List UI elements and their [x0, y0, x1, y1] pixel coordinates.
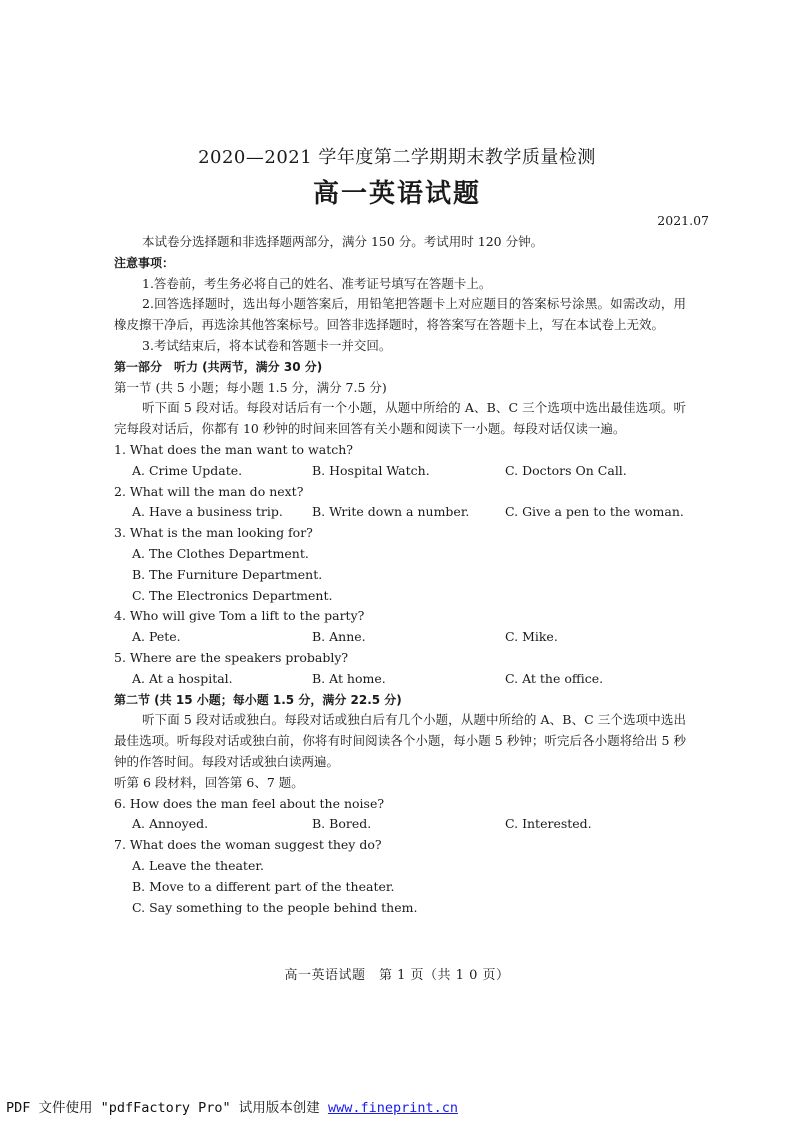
question-6: 6. How does the man feel about the noise? [114, 795, 385, 811]
material-6-note: 听第 6 段材料，回答第 6、7 题。 [114, 774, 304, 790]
pdf-creator-note [6, 1096, 458, 1116]
exam-title: 高一英语试题 [312, 179, 481, 209]
option-b: B. The Furniture Department. [132, 566, 323, 582]
question-1: 1. What does the man want to watch? [114, 441, 353, 457]
notice-item-3: 3.考试结束后，将本试卷和答题卡一并交回。 [142, 337, 392, 353]
question-5-options [114, 669, 686, 690]
option-b: B. At home. [312, 670, 386, 686]
option-b: B. Move to a different part of the theater. [132, 878, 395, 894]
part1-heading: 第一部分 听力 (共两节，满分 30 分) [114, 359, 323, 374]
notice-item-2: 2.回答选择题时，选出每小题答案后，用铅笔把答题卡上对应题目的答案标号涂黑。如需改动，用橡皮擦干净后，再选涂其他答案标号。回答非选择题时，将答案写在答题卡上，写在本试卷上无效。 [114, 296, 686, 333]
option-a: A. Pete. [132, 629, 181, 645]
section1-heading: 第一节 (共 5 小题；每小题 1.5 分，满分 7.5 分) [114, 379, 387, 395]
exam-date: 2021.07 [657, 213, 709, 228]
section2-instructions: 听下面 5 段对话或独白。每段对话或独白后有几个小题，从题中所给的 A、B、C 三个选项中选出最佳选项。听每段对话或独白前，你将有时间阅读各个小题，每小题 5 秒钟；听完后各小题将给出 5 秒钟的作答时间。每段对话或独白读两遍。 [114, 712, 686, 769]
question-2-options [114, 502, 686, 523]
question-2: 2. What will the man do next? [114, 483, 304, 499]
option-c: C. The Electronics Department. [132, 587, 333, 603]
question-4: 4. Who will give Tom a lift to the party? [114, 608, 365, 624]
option-b: B. Bored. [312, 816, 372, 832]
option-c: C. Mike. [505, 629, 558, 645]
option-c: C. At the office. [505, 670, 604, 686]
notice-heading: 注意事项： [114, 255, 175, 270]
option-c: C. Give a pen to the woman. [505, 504, 684, 520]
option-a: A. At a hospital. [132, 670, 233, 686]
question-6-options [114, 814, 686, 835]
option-c: C. Say something to the people behind them. [132, 899, 418, 915]
question-7: 7. What does the woman suggest they do? [114, 837, 382, 853]
option-a: A. Leave the theater. [132, 857, 264, 873]
notice-item-1: 1.答卷前，考生务必将自己的姓名、准考证号填写在答题卡上。 [142, 275, 492, 291]
option-b: B. Hospital Watch. [312, 462, 430, 478]
option-a: A. Have a business trip. [132, 504, 283, 520]
question-3: 3. What is the man looking for? [114, 525, 313, 541]
option-b: B. Anne. [312, 629, 366, 645]
fineprint-link[interactable]: www.fineprint.cn [327, 1100, 458, 1116]
question-5: 5. Where are the speakers probably? [114, 649, 349, 665]
section2-heading: 第二节 (共 15 小题；每小题 1.5 分，满分 22.5 分) [114, 692, 402, 707]
option-a: A. The Clothes Department. [132, 545, 309, 561]
page-footer: 高一英语试题 第 1 页（共 1 0 页） [284, 968, 510, 983]
exam-body [114, 232, 686, 918]
question-4-options [114, 627, 686, 648]
option-c: C. Doctors On Call. [505, 462, 627, 478]
section1-instructions: 听下面 5 段对话。每段对话后有一个小题，从题中所给的 A、B、C 三个选项中选出最佳选项。听完每段对话后，你都有 10 秒钟的时间来回答有关小题和阅读下一小题。每段对话仅读一遍。 [114, 400, 686, 437]
option-a: A. Annoyed. [132, 816, 209, 832]
pdf-creator-text: PDF 文件使用 "pdfFactory Pro" 试用版本创建 [6, 1100, 328, 1116]
option-a: A. Crime Update. [132, 462, 243, 478]
option-c: C. Interested. [505, 816, 592, 832]
exam-subtitle: 2020—2021 学年度第二学期期末教学质量检测 [198, 147, 596, 168]
intro-text: 本试卷分选择题和非选择题两部分，满分 150 分。考试用时 120 分钟。 [142, 234, 544, 249]
question-1-options [114, 461, 686, 482]
option-b: B. Write down a number. [312, 504, 470, 520]
